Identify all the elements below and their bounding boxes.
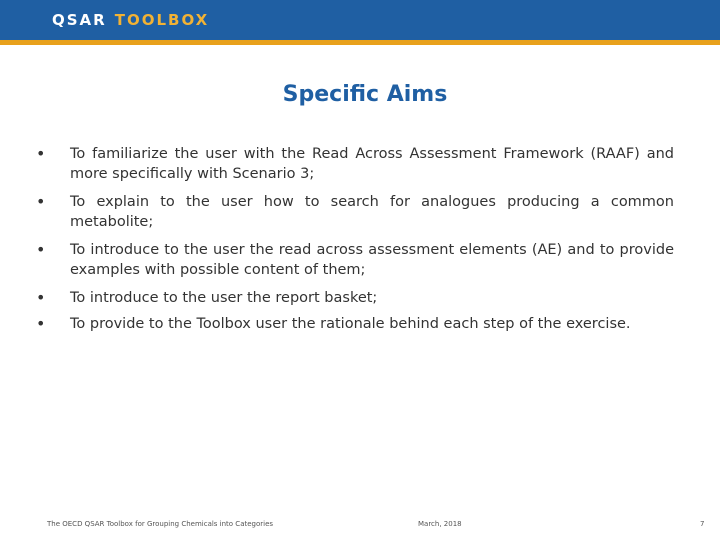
aim-text: To explain to the user how to search for analogues producing a common metabolite;: [70, 194, 674, 230]
footer-date: March, 2018: [418, 520, 462, 528]
page-number: 7: [700, 520, 705, 528]
bullet-icon: •: [36, 288, 46, 307]
aim-item: [34, 288, 674, 308]
aim-item: [34, 144, 674, 184]
aim-item: [34, 192, 674, 232]
aims-list: [34, 144, 674, 342]
logo-text-qsar: QSAR: [52, 11, 107, 29]
bullet-icon: •: [36, 192, 46, 211]
qsar-toolbox-logo: [52, 10, 209, 30]
aim-item: [34, 240, 674, 280]
aim-text: To familiarize the user with the Read Across Assessment Framework (RAAF) and more specifically with Scenario 3;: [70, 146, 674, 182]
bullet-icon: •: [36, 240, 46, 259]
logo-text-toolbox: TOOLBOX: [114, 11, 210, 29]
slide-title: Specific Aims: [282, 82, 448, 107]
header-accent-stripe: [0, 40, 720, 45]
aim-text: To introduce to the user the read across assessment elements (AE) and to provide examples with possible content of them;: [70, 242, 674, 278]
footer-title: The OECD QSAR Toolbox for Grouping Chemicals into Categories: [47, 520, 274, 528]
aim-text: To introduce to the user the report basket;: [70, 290, 378, 306]
aim-item: [34, 314, 674, 334]
header-bar: [0, 0, 720, 40]
aim-text: To provide to the Toolbox user the rationale behind each step of the exercise.: [70, 316, 631, 332]
bullet-icon: •: [36, 144, 46, 163]
bullet-icon: •: [36, 314, 46, 333]
